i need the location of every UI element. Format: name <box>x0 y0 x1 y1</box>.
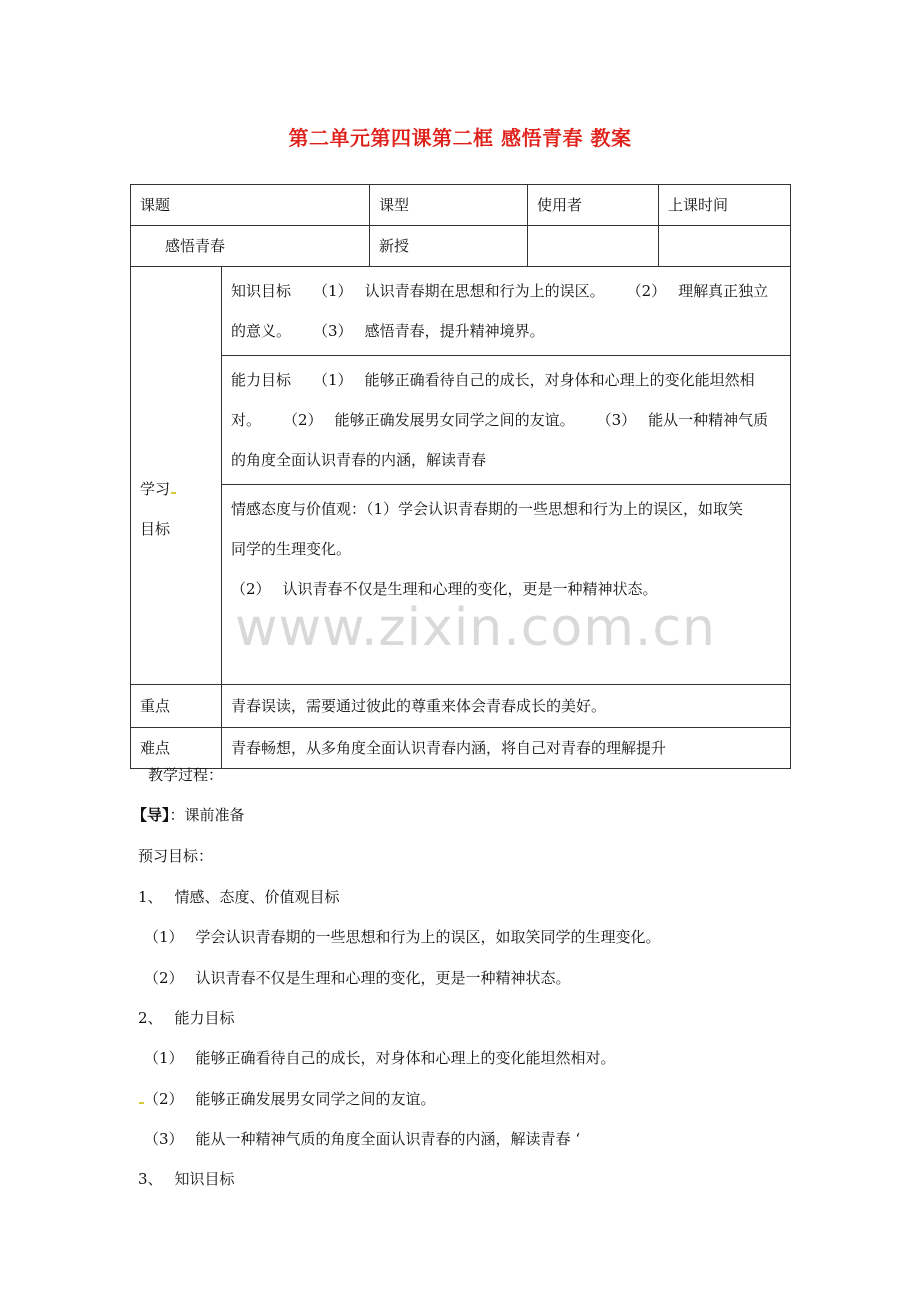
section-2-item-1-text: 能够正确看待自己的成长，对身体和心理上的变化能坦然相对。 <box>195 1049 616 1067</box>
knowledge-num-2: （2） <box>626 282 667 300</box>
type-value: 新授 <box>370 226 528 267</box>
guide-tag: 【导】 <box>132 806 170 824</box>
preview-heading: 预习目标： <box>138 847 214 865</box>
section-2-num: 2、 <box>138 1009 163 1027</box>
ability-goals-cell <box>222 356 791 485</box>
emotion-num-2: （2） <box>231 580 271 598</box>
section-2-item-1 <box>144 1047 616 1068</box>
topic-value: 感悟青春 <box>131 226 370 267</box>
section-1-num: 1、 <box>138 888 163 906</box>
emotion-goals-cell <box>222 485 791 685</box>
knowledge-label: 知识目标 <box>231 282 292 300</box>
ability-item-3b: 的角度全面认识青春的内涵，解读青春 <box>231 451 487 469</box>
ability-item-1b: 对。 <box>231 411 262 429</box>
difficulty-label: 难点 <box>131 728 222 769</box>
section-1-item-2 <box>144 967 571 988</box>
section-1-item-1 <box>144 926 661 947</box>
knowledge-row <box>131 267 791 356</box>
guide-line <box>132 804 245 825</box>
section-1-item-1-text: 学会认识青春期的一些思想和行为上的误区，如取笑同学的生理变化。 <box>195 928 661 946</box>
key-point-label: 重点 <box>131 685 222 728</box>
emotion-item-2: 认识青春不仅是生理和心理的变化，更是一种精神状态。 <box>282 580 658 598</box>
section-2-item-3-num: （3） <box>144 1130 184 1148</box>
study-label-line1: 学习 <box>140 479 171 498</box>
user-value <box>528 226 659 267</box>
knowledge-num-3: （3） <box>313 322 353 340</box>
section-2-item-1-num: （1） <box>144 1049 184 1067</box>
header-topic: 课题 <box>131 185 370 226</box>
header-type: 课型 <box>370 185 528 226</box>
guide-text: ：课前准备 <box>169 806 245 824</box>
key-point-row <box>131 685 791 728</box>
section-2-item-2 <box>138 1088 436 1109</box>
lesson-table <box>130 184 791 769</box>
table-info-row <box>131 226 791 267</box>
study-label-line2: 目标 <box>140 519 171 538</box>
emotion-line-2: 同学的生理变化。 <box>231 540 352 558</box>
section-2-heading <box>138 1007 235 1028</box>
section-1-item-2-text: 认识青春不仅是生理和心理的变化，更是一种精神状态。 <box>195 969 571 987</box>
ability-num-3: （3） <box>596 411 637 429</box>
highlight-mark <box>171 492 176 494</box>
section-1-heading <box>138 886 340 907</box>
difficulty-row <box>131 728 791 769</box>
table-header-row <box>131 185 791 226</box>
ability-num-1: （1） <box>313 371 353 389</box>
ability-item-3a: 能从一种精神气质 <box>648 411 769 429</box>
ability-item-1a: 能够正确看待自己的成长，对身体和心理上的变化能坦然相 <box>364 371 755 389</box>
emotion-line-1: 情感态度与价值观：（1）学会认识青春期的一些思想和行为上的误区，如取笑 <box>231 500 744 518</box>
knowledge-item-2a: 理解真正独立 <box>678 282 769 300</box>
section-2-item-3 <box>144 1128 580 1149</box>
document-title: 第二单元第四课第二框 感悟青春 教案 <box>288 126 632 150</box>
ability-label: 能力目标 <box>231 371 292 389</box>
header-user: 使用者 <box>528 185 659 226</box>
process-heading: 教学过程： <box>148 766 224 784</box>
section-2-item-2-num: （2） <box>144 1090 184 1108</box>
ability-item-2: 能够正确发展男女同学之间的友谊。 <box>334 411 575 429</box>
emotion-row <box>131 485 791 685</box>
section-1-item-2-num: （2） <box>144 969 184 987</box>
ability-num-2: （2） <box>283 411 323 429</box>
section-3-num: 3、 <box>138 1170 163 1188</box>
section-2-item-2-text: 能够正确发展男女同学之间的友谊。 <box>195 1090 436 1108</box>
knowledge-item-2b: 的意义。 <box>231 322 292 340</box>
section-1-item-1-num: （1） <box>144 928 184 946</box>
ability-row <box>131 356 791 485</box>
knowledge-item-1: 认识青春期在思想和行为上的误区。 <box>364 282 605 300</box>
knowledge-item-3: 感悟青春，提升精神境界。 <box>364 322 545 340</box>
section-2-item-3-text: 能从一种精神气质的角度全面认识青春的内涵，解读青春 ‘ <box>195 1130 581 1148</box>
header-time: 上课时间 <box>659 185 791 226</box>
section-3-text: 知识目标 <box>174 1170 235 1188</box>
section-1-text: 情感、态度、价值观目标 <box>174 888 340 906</box>
knowledge-num-1: （1） <box>313 282 353 300</box>
section-3-heading <box>138 1168 235 1189</box>
time-value <box>659 226 791 267</box>
watermark: www.zixin.com.cn <box>235 598 716 658</box>
difficulty-text: 青春畅想，从多角度全面认识青春内涵，将自己对青春的理解提升 <box>222 728 791 769</box>
study-goals-label <box>131 267 222 685</box>
section-2-text: 能力目标 <box>174 1009 235 1027</box>
knowledge-goals-cell <box>222 267 791 356</box>
key-point-text: 青春误读，需要通过彼此的尊重来体会青春成长的美好。 <box>222 685 791 728</box>
